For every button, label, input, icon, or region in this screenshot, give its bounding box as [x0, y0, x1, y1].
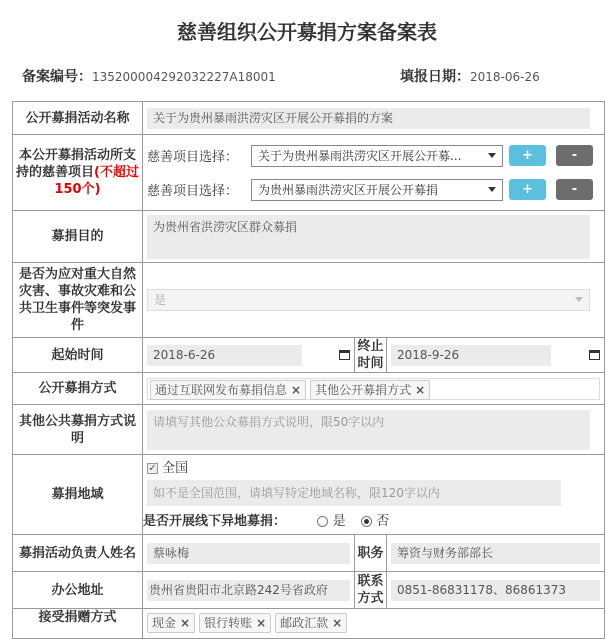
offline-label: 是否开展线下异地募捐： [143, 514, 287, 529]
donation-tag-label: 银行转账 [204, 616, 253, 630]
row-purpose [13, 211, 605, 263]
close-icon[interactable]: × [256, 616, 267, 630]
offline-no-label: 否 [376, 514, 390, 529]
emergency-select-value: 是 [154, 293, 167, 307]
donation-tag [275, 613, 347, 633]
method-tag [310, 380, 430, 400]
offline-yes-radio[interactable] [317, 516, 328, 527]
start-time-label: 起始时间 [13, 338, 143, 373]
end-date-input[interactable]: 2018-9-26 [391, 345, 551, 366]
donation-tag-label: 现金 [152, 616, 177, 630]
project-select-1-value: 关于为贵州暴雨洪涝灾区开展公开募... [258, 148, 462, 163]
row-activity-name [13, 102, 605, 135]
start-date-input[interactable]: 2018-6-26 [147, 345, 302, 366]
nationwide-option [147, 457, 600, 476]
donation-tag-label: 邮政汇款 [280, 616, 329, 630]
projects-limit: (不超过150个) [54, 165, 139, 197]
other-method-label: 其他公共募捐方式说明 [13, 405, 143, 455]
filing-number-value: 135200004292032227A18001 [92, 70, 276, 84]
add-project-button[interactable]: + [509, 145, 546, 166]
filing-number-label: 备案编号： [22, 69, 92, 85]
office-input[interactable]: 贵州省贵阳市北京路242号省政府 [147, 580, 350, 601]
chevron-down-icon [488, 187, 496, 192]
filing-date [400, 66, 540, 86]
page-title: 慈善组织公开募捐方案备案表 [177, 20, 437, 44]
projects-label-text: 本公开募捐活动所支持的慈善项目 [16, 148, 136, 180]
row-leader [13, 535, 605, 572]
project-select-label: 慈善项目选择： [147, 150, 239, 165]
row-region [13, 455, 605, 535]
method-tag-label: 其他公开募捐方式 [315, 382, 412, 397]
leader-input[interactable]: 蔡咏梅 [147, 543, 350, 564]
projects-label [13, 135, 143, 211]
row-method [13, 373, 605, 405]
activity-name-input[interactable]: 关于为贵州暴雨洪涝灾区开展公开募捐的方案 [147, 108, 590, 129]
close-icon[interactable]: × [332, 616, 343, 630]
position-input[interactable]: 筹资与财务部部长 [391, 543, 600, 564]
purpose-label: 募捐目的 [13, 211, 143, 263]
filing-date-label: 填报日期： [400, 69, 470, 85]
filing-number [22, 66, 276, 86]
donation-label: 接受捐赠方式 [13, 609, 143, 639]
method-multiselect[interactable] [147, 378, 600, 400]
project-select-row-2 [147, 179, 600, 201]
project-select-1[interactable] [251, 145, 503, 167]
calendar-icon[interactable] [339, 350, 350, 360]
leader-label: 募捐活动负责人姓名 [13, 535, 143, 572]
end-date-field [391, 345, 600, 366]
close-icon[interactable]: × [415, 382, 426, 397]
donation-tag [199, 613, 271, 633]
close-icon[interactable]: × [180, 616, 191, 630]
remove-project-button[interactable]: - [556, 145, 593, 166]
contact-label: 联系方式 [355, 572, 387, 609]
position-label: 职务 [355, 535, 387, 572]
other-method-textarea[interactable]: 请填写其他公众募捐方式说明，限50字以内 [147, 410, 590, 450]
activity-name-label: 公开募捐活动名称 [13, 102, 143, 135]
region-label: 募捐地域 [13, 455, 143, 535]
emergency-label: 是否为应对重大自然灾害、事故灾难和公共卫生事件等突发事件 [13, 263, 143, 338]
filing-date-value: 2018-06-26 [470, 70, 540, 84]
row-time [13, 338, 605, 373]
method-tag [150, 380, 306, 400]
offline-no-radio[interactable] [361, 516, 372, 527]
offline-yes-label: 是 [332, 514, 346, 529]
project-select-2-value: 为贵州暴雨洪涝灾区开展公开募捐 [258, 182, 439, 197]
project-select-label: 慈善项目选择： [147, 184, 239, 199]
office-label: 办公地址 [13, 572, 143, 609]
start-date-field [147, 345, 350, 366]
chevron-down-icon [488, 153, 496, 158]
region-input[interactable]: 如不是全国范围，请填写特定地域名称，限120字以内 [147, 480, 561, 506]
row-projects [13, 135, 605, 211]
row-office [13, 572, 605, 609]
row-other-method [13, 405, 605, 455]
project-select-row-1 [147, 145, 600, 167]
purpose-textarea[interactable]: 为贵州省洪涝灾区群众募捐 [147, 215, 590, 259]
method-tag-label: 通过互联网发布募捐信息 [155, 382, 288, 397]
close-icon[interactable]: × [291, 382, 302, 397]
calendar-icon[interactable] [589, 350, 600, 360]
project-select-2[interactable] [251, 179, 503, 201]
method-label: 公开募捐方式 [13, 373, 143, 405]
nationwide-label: 全国 [162, 461, 189, 476]
remove-project-button[interactable]: - [556, 179, 593, 200]
add-project-button[interactable]: + [509, 179, 546, 200]
contact-input[interactable]: 0851-86831178、86861373 [391, 580, 600, 601]
offline-row [143, 510, 600, 529]
row-emergency [13, 263, 605, 338]
nationwide-checkbox[interactable]: ✓ [148, 463, 157, 474]
end-time-label: 终止时间 [355, 338, 387, 373]
chevron-down-icon [575, 297, 583, 302]
emergency-select[interactable] [147, 289, 590, 311]
donation-tag [147, 613, 195, 633]
filing-form [12, 101, 605, 639]
